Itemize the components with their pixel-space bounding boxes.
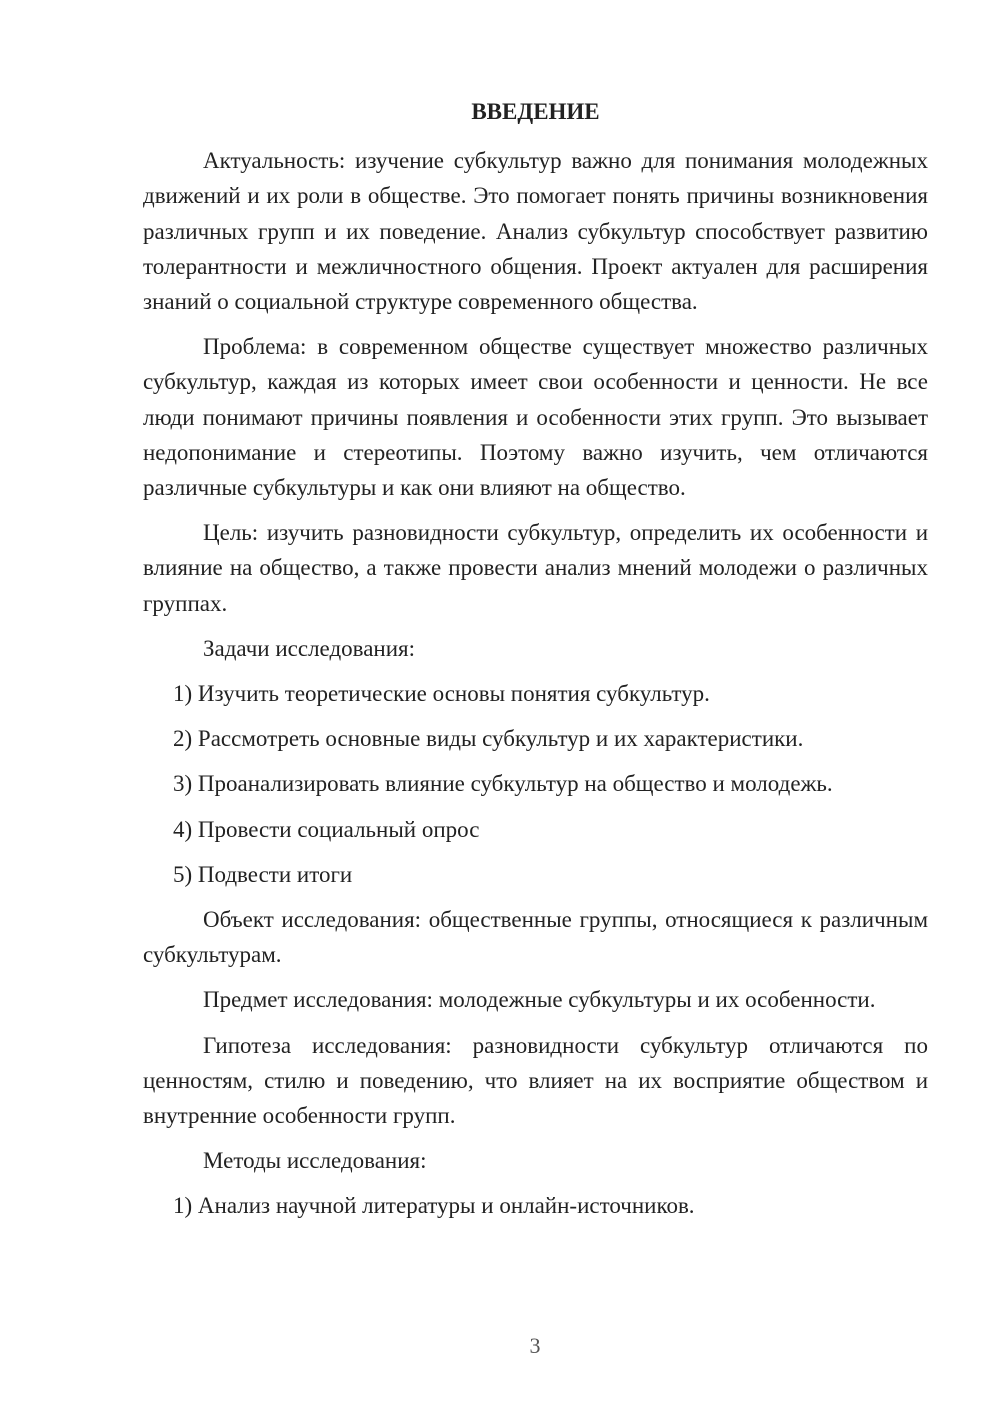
method-item: 1) Анализ научной литературы и онлайн-источников. — [173, 1193, 695, 1219]
tasks-heading: Задачи исследования: — [203, 635, 416, 661]
task-item: 1) Изучить теоретические основы понятия субкультур. — [173, 681, 710, 707]
task-item: 2) Рассмотреть основные виды субкультур и их характеристики. — [173, 726, 804, 752]
paragraph-object: Объект исследования: общественные группы, относящиеся к различным субкультурам. — [143, 907, 928, 968]
section-title: ВВЕДЕНИЕ — [471, 99, 600, 124]
page-number: 3 — [529, 1333, 541, 1358]
methods-heading: Методы исследования: — [203, 1148, 427, 1174]
paragraph-goal: Цель: изучить разновидности субкультур, определить их особенности и влияние на общество, а также провести анализ мнений молодежи о различных группах. — [143, 520, 928, 616]
document-page — [143, 94, 928, 1234]
paragraph-subject: Предмет исследования: молодежные субкультуры и их особенности. — [203, 987, 876, 1013]
task-item: 3) Проанализировать влияние субкультур на общество и молодежь. — [173, 771, 833, 797]
paragraph-problem: Проблема: в современном обществе существует множество различных субкультур, каждая из которых имеет свои особенности и ценности. Не все люди понимают причины появления и особенности этих групп. Это вызывает недопонимание и стереотипы. Поэтому важно изучить, чем отличаются различные субкультуры и как они влияют на общество. — [143, 334, 928, 501]
task-item: 5) Подвести итоги — [173, 861, 353, 887]
task-item: 4) Провести социальный опрос — [173, 816, 480, 842]
paragraph-relevance: Актуальность: изучение субкультур важно для понимания молодежных движений и их роли в обществе. Это помогает понять причины возникновения различных групп и их поведение. Анализ субкультур способствует развитию толерантности и межличностного общения. Проект актуален для расширения знаний о социальной структуре современного общества. — [143, 148, 928, 315]
paragraph-hypothesis: Гипотеза исследования: разновидности субкультур отличаются по ценностям, стилю и поведению, что влияет на их восприятие обществом и внутренние особенности групп. — [143, 1032, 928, 1129]
